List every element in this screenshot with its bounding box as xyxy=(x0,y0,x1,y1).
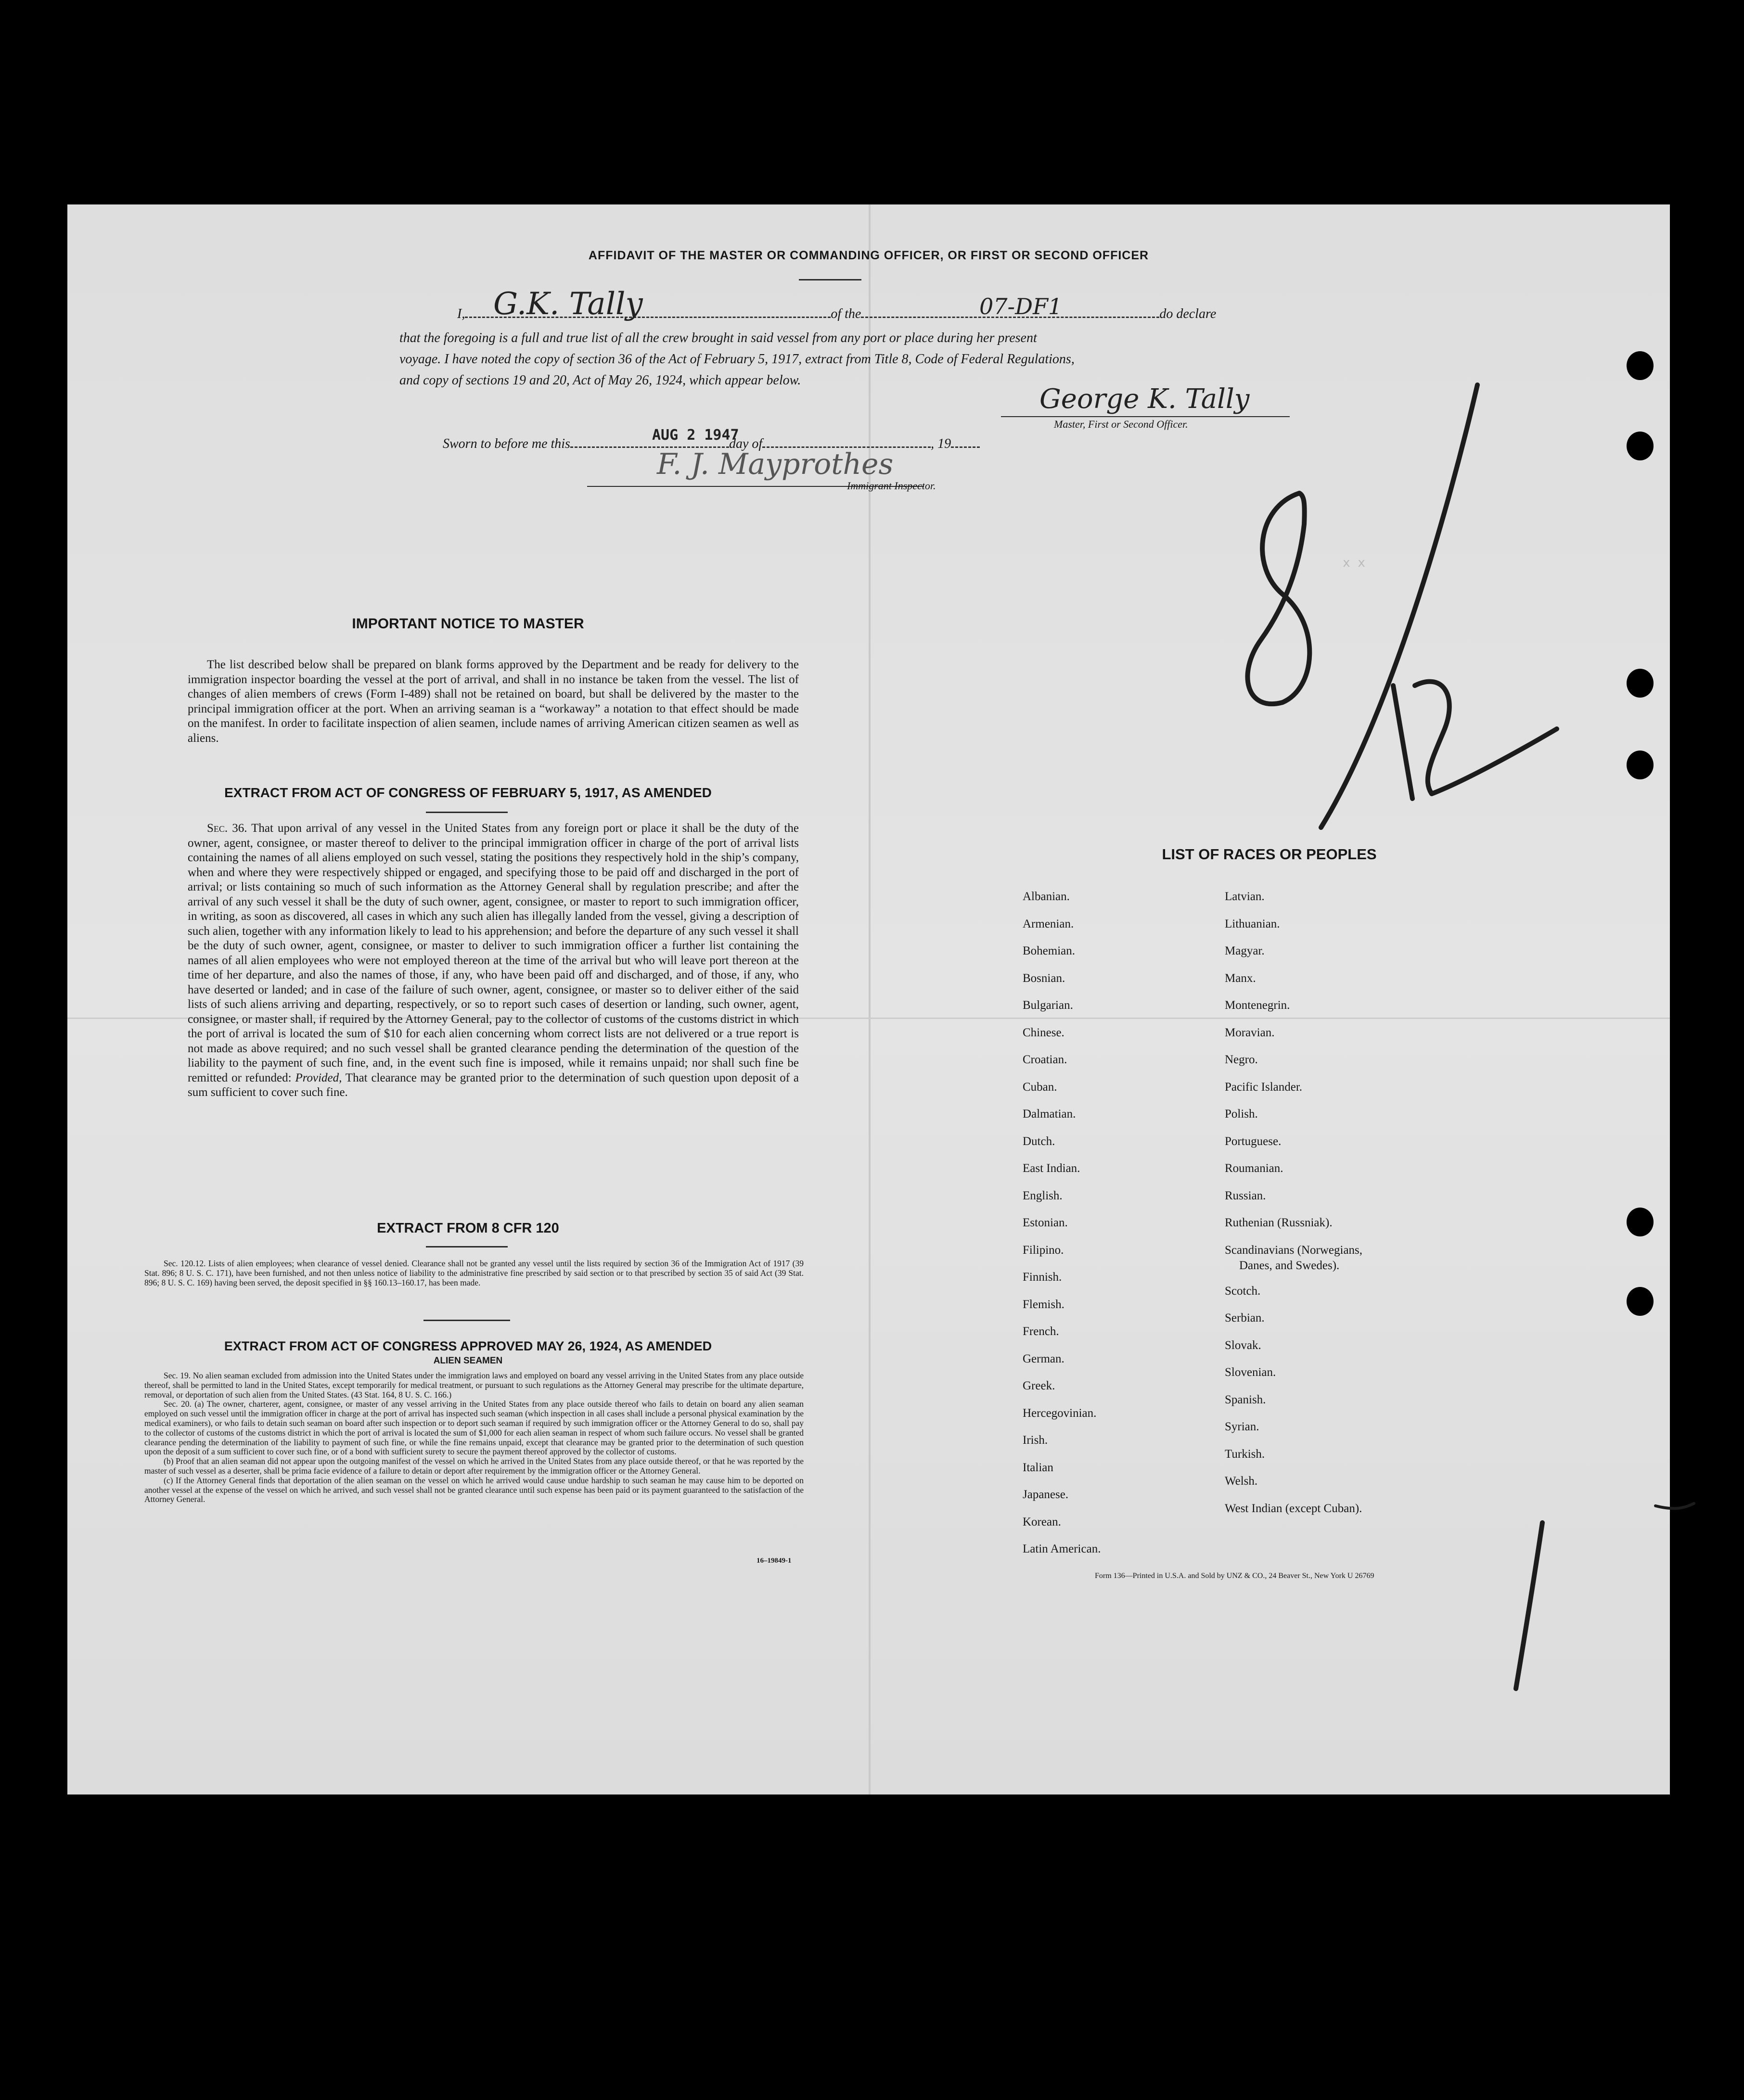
race-item: Croatian. xyxy=(1023,1053,1067,1066)
race-item: Flemish. xyxy=(1023,1298,1064,1311)
race-item: Armenian. xyxy=(1023,917,1074,930)
extract-1924-title: EXTRACT FROM ACT OF CONGRESS APPROVED MAY 26, 1924, AS AMENDED xyxy=(224,1339,712,1353)
sworn-text: Sworn to before me this xyxy=(443,436,570,451)
date-stamp: AUG 2 1947 xyxy=(652,427,739,444)
race-item: Lithuanian. xyxy=(1225,917,1280,930)
master-signature: George K. Tally xyxy=(1039,383,1250,415)
race-item: Scotch. xyxy=(1225,1284,1261,1298)
race-item: Latvian. xyxy=(1225,890,1265,903)
extract-cfr-title: EXTRACT FROM 8 CFR 120 xyxy=(377,1221,559,1236)
race-item: Bulgarian. xyxy=(1023,999,1073,1012)
notice-text: The list described below shall be prepared on blank forms approved by the Department and be ready for delivery to the immigration inspector boarding the vessel at the port of arrival, and shall in no instance be taken from the vessel. The list of changes of alien members of crews (Form I-489) shall not be retained on board, but shall be delivered by the master to the principal immigration officer at the port. When an arriving seaman is a “workaway” a notation to that effect should be made on the manifest. In order to facilitate inspection of alien seamen, include names of arriving American citizen seamen as well as aliens. xyxy=(188,658,799,745)
race-item: Serbian. xyxy=(1225,1311,1265,1324)
handwritten-digit-2 xyxy=(1415,682,1557,794)
printer-footer: Form 136—Printed in U.S.A. and Sold by UNZ & CO., 24 Beaver St., New York U 26769 xyxy=(1095,1572,1374,1580)
race-item: Magyar. xyxy=(1225,944,1265,957)
race-item: Polish. xyxy=(1225,1107,1258,1120)
race-item: English. xyxy=(1023,1189,1063,1202)
handwritten-master-name: G.K. Tally xyxy=(493,286,643,322)
race-item: Welsh. xyxy=(1225,1475,1258,1488)
race-item: Latin American. xyxy=(1023,1542,1101,1555)
affidavit-line-3: voyage. I have noted the copy of section 36 of the Act of February 5, 1917, extract from Title 8, Code of Federal Regulations, xyxy=(399,352,1075,367)
affidavit-prefix: I, xyxy=(457,306,465,321)
inspector-caption: Immigrant Inspector. xyxy=(847,480,936,492)
master-caption: Master, First or Second Officer. xyxy=(1054,418,1188,430)
affidavit-declare: do declare xyxy=(1159,306,1217,321)
sec-20a-text: Sec. 20. (a) The owner, charterer, agent, consignee, or master of any vessel arriving in the United States from any place outside thereof who fails to detain on board any alien seaman employed on such vessel until the immigration officer in charge at the port of arrival has inspected such seaman (which inspection in all cases shall include a personal physical examination by the medical examiners), or who fails to detain such seaman on board after such inspection or to deport such seaman if required by such immigration officer or the Attorney General to do so, shall pay to the collector of customs of the customs district in which the port of arrival is located the sum of $1,000 for each alien seaman in respect of whom such failure occurs. No vessel shall be granted clearance pending the determination of the liability to payment of such fine, or while the fine remains unpaid, except that clearance may be granted prior to the determination of such question upon the deposit of a sum sufficient to cover such fine, or of a bond with sufficient surety to secure the payment thereof approved by the collector of customs. xyxy=(144,1399,804,1457)
race-item: East Indian. xyxy=(1023,1162,1080,1175)
race-item: Pacific Islander. xyxy=(1225,1080,1303,1094)
provided-word: Provided, xyxy=(295,1071,342,1084)
race-item: Dalmatian. xyxy=(1023,1107,1076,1120)
sec-19-text: Sec. 19. No alien seaman excluded from admission into the United States under the immigration laws and employed on board any vessel arriving in the United States from any place outside thereof, shall be permitted to land in the United States, except temporarily for medical treatment, or pursuant to such regulations as the Attorney General may prescribe for the ultimate departure, removal, or deportation of such alien from the United States. (43 Stat. 164, 8 U. S. C. 166.) xyxy=(144,1371,804,1400)
race-item: Syrian. xyxy=(1225,1420,1259,1433)
day-of-text: day of xyxy=(729,436,763,451)
race-item: Albanian. xyxy=(1023,890,1070,903)
race-item: Cuban. xyxy=(1023,1080,1057,1094)
handwritten-digit-8 xyxy=(1247,493,1309,704)
race-item: West Indian (except Cuban). xyxy=(1225,1502,1362,1515)
form-code: 16–19849-1 xyxy=(757,1557,792,1565)
extract-cfr-body: Sec. 120.12. Lists of alien employees; when clearance of vessel denied. Clearance shall not be granted any vessel until the lists required by section 36 of the Immigration Act of 1917 (39 Stat. 896; 8 U. S. C. 171), have been furnished, and not then unless notice of liability to the administrative fine prescribed by said section or to that prescribed by section 35 of said Act (39 Stat. 896; 8 U. S. C. 169) having been served, the deposit specified in §§ 160.13–160.17, has been made. xyxy=(144,1259,804,1287)
sec-36-text: That upon arrival of any vessel in the United States from any foreign port or place it shall be the duty of the owner, agent, consignee, or master thereof to deliver to the principal immigration officer in charge of the port of arrival lists containing the names of all aliens employed on such vessel, stating the positions they respectively hold in the ship’s company, when and where they were respectively shipped or engaged, and specifying those to be paid off and discharged in the port of arrival; or lists containing so much of such information as the Attorney General shall by regulation prescribe; and after the arrival of any such vessel it shall be the duty of such owner, agent, consignee, or master to report to such immigration officer, in writing, as soon as discovered, all cases in which any such alien has illegally landed from the vessel, giving a description of such alien, together with any information likely to lead to his apprehension; and before the departure of any such vessel it shall be the duty of such owner, agent, consignee, or master to deliver to such immigration officer a further list containing the names of all alien employees who were not employed thereon at the time of the arrival but who will leave port thereon at the time of her departure, and also the names of those, if any, who have been paid off and discharged, and of those, if any, who have deserted or landed; and in case of the failure of such owner, agent, consignee, or master so to deliver either of the said lists of such aliens arriving and departing, respectively, or so to report such cases of desertion or landing, such owner, agent, consignee, or master shall, if required by the Attorney General, pay to the collector of customs of the customs district in which the port of arrival is located the sum of $10 for each alien concerning whom correct lists are not delivered or a true report is not made as above required; and no such vessel shall be granted clearance pending the determination of the question of the liability to the payment of such fine, and, in the event such fine is imposed, while it remains unpaid; nor shall such fine be remitted or refunded: xyxy=(188,822,799,1084)
race-item: Italian xyxy=(1023,1461,1053,1474)
race-item: Negro. xyxy=(1225,1053,1258,1066)
sec-36-label: Sec. 36. xyxy=(207,822,247,835)
race-item: Bohemian. xyxy=(1023,944,1076,957)
race-item: Chinese. xyxy=(1023,1026,1064,1039)
sec-20b-text: (b) Proof that an alien seaman did not appear upon the outgoing manifest of the vessel on which he arrived in the United States from any place outside thereof, or that he was reported by the master of such vessel as a deserter, shall be prima facie evidence of a failure to detain or deport after requirement by the immigration officer or the Attorney General. xyxy=(144,1456,804,1476)
affidavit-title: AFFIDAVIT OF THE MASTER OR COMMANDING OFFICER, OR FIRST OR SECOND OFFICER xyxy=(588,249,1149,262)
race-item: Slovenian. xyxy=(1225,1366,1276,1379)
bleed-through-text: x x xyxy=(1343,556,1365,570)
race-item: Roumanian. xyxy=(1225,1162,1283,1175)
year-text: , 19 xyxy=(931,436,951,451)
handwritten-corner-mark xyxy=(1516,1523,1542,1689)
affidavit-line-4: and copy of sections 19 and 20, Act of May 26, 1924, which appear below. xyxy=(399,373,801,388)
race-item: Scandinavians (Norwegians, xyxy=(1225,1243,1363,1257)
handwritten-slash xyxy=(1321,385,1477,827)
extract-1924-subtitle: ALIEN SEAMEN xyxy=(433,1356,503,1366)
race-item: Russian. xyxy=(1225,1189,1266,1202)
race-item: Slovak. xyxy=(1225,1338,1261,1352)
race-item-continuation: Danes, and Swedes). xyxy=(1239,1259,1340,1272)
race-item: Montenegrin. xyxy=(1225,999,1290,1012)
race-item: Bosnian. xyxy=(1023,971,1065,985)
race-item: Spanish. xyxy=(1225,1393,1266,1406)
race-item: Portuguese. xyxy=(1225,1134,1282,1148)
race-item: Manx. xyxy=(1225,971,1256,985)
race-item: German. xyxy=(1023,1352,1064,1365)
extract-1917-title: EXTRACT FROM ACT OF CONGRESS OF FEBRUARY 5, 1917, AS AMENDED xyxy=(224,785,712,800)
race-item: Estonian. xyxy=(1023,1216,1068,1229)
race-item: Moravian. xyxy=(1225,1026,1275,1039)
race-item: Ruthenian (Russniak). xyxy=(1225,1216,1333,1229)
race-item: Dutch. xyxy=(1023,1134,1055,1148)
race-item: Turkish. xyxy=(1225,1447,1265,1461)
race-item: Filipino. xyxy=(1023,1243,1064,1257)
race-item: Hercegovinian. xyxy=(1023,1406,1097,1420)
inspector-signature: F. J. Mayprothes xyxy=(657,447,894,481)
affidavit-line-2: that the foregoing is a full and true list of all the crew brought in said vessel from any port or place during her present xyxy=(399,331,1037,345)
handwritten-corner-tick xyxy=(1655,1503,1694,1508)
affidavit-of-the: of the xyxy=(831,306,861,321)
sec-20c-text: (c) If the Attorney General finds that deportation of the alien seaman on the vessel on which he arrived would cause undue hardship to such seaman he may cause him to be deported on another vessel at the expense of the vessel on which he arrived, and such vessel shall not be granted clearance until such expense has been paid or its payment guaranteed to the satisfaction of the Attorney General. xyxy=(144,1475,804,1504)
race-item: Korean. xyxy=(1023,1515,1061,1528)
handwritten-vessel-name: 07-DF1 xyxy=(979,293,1063,319)
race-item: Irish. xyxy=(1023,1434,1048,1447)
race-item: French. xyxy=(1023,1325,1059,1338)
sec-36-text-end: That clearance may be granted prior to the determination of such question upon deposit of a sum sufficient to cover such fine. xyxy=(188,1071,799,1099)
notice-title: IMPORTANT NOTICE TO MASTER xyxy=(352,616,584,632)
race-item: Greek. xyxy=(1023,1379,1055,1392)
races-title: LIST OF RACES OR PEOPLES xyxy=(1162,846,1377,863)
handwritten-digit-1 xyxy=(1393,686,1412,799)
race-item: Finnish. xyxy=(1023,1271,1062,1284)
race-item: Japanese. xyxy=(1023,1488,1069,1501)
